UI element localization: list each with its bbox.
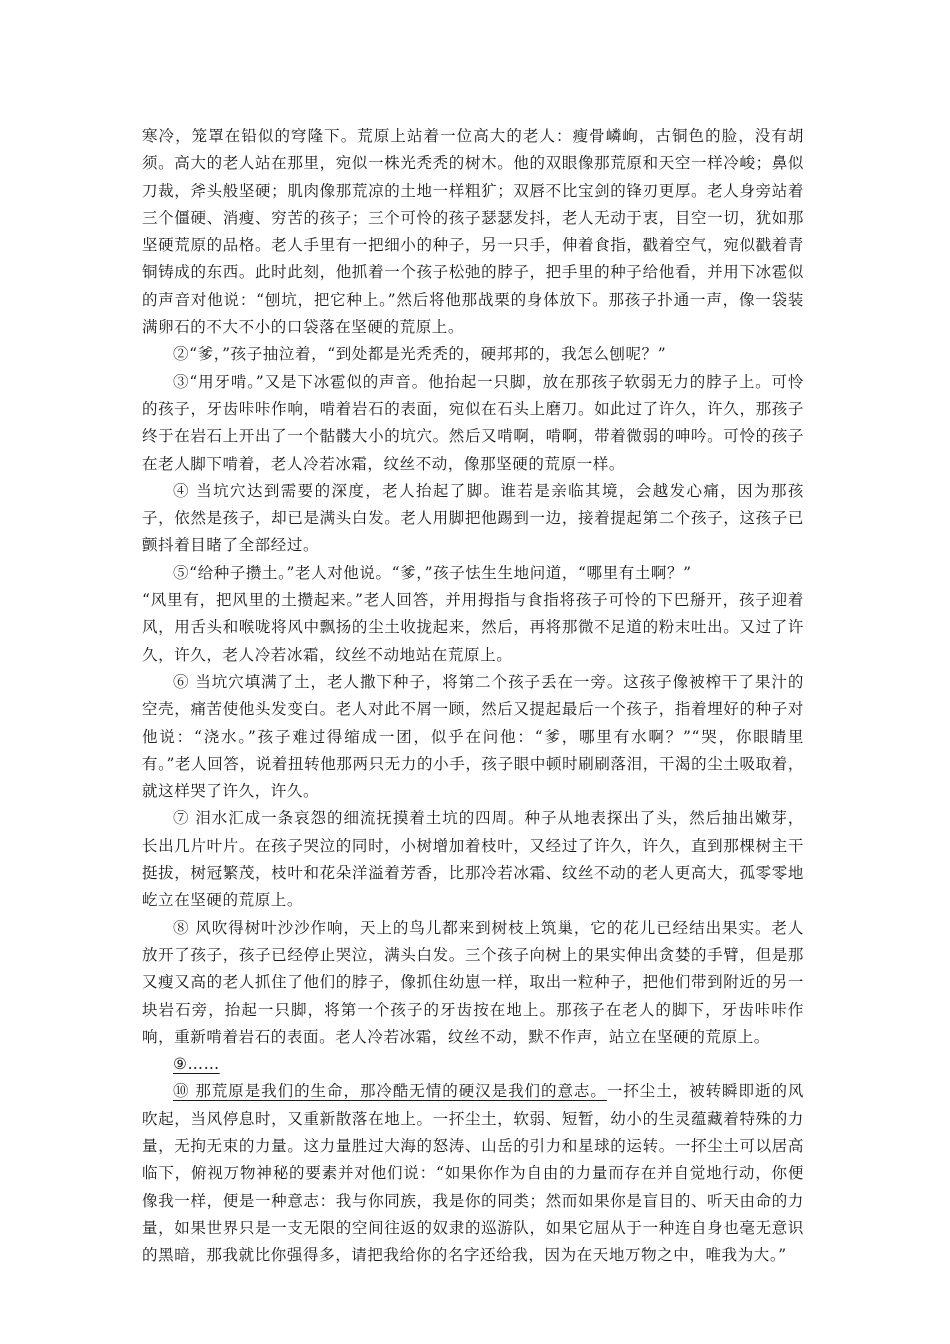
document-page — [142, 123, 804, 1269]
underlined-sentence: ⑩ 那荒原是我们的生命，那冷酷无情的硬汉是我们的意志。 — [173, 1082, 607, 1101]
paragraph-9 — [142, 1051, 804, 1078]
paragraph-1: 寒冷，笼罩在铅似的穹隆下。荒原上站着一位高大的老人：瘦骨嶙峋，古铜色的脸，没有胡须。高大的老人站在那里，宛似一株光秃秃的树木。他的双眼像那荒原和天空一样冷峻；鼻似刀裁，斧头般坚硬；肌肉像那荒凉的土地一样粗犷；双唇不比宝剑的锋刃更厚。老人身旁站着三个僵硬、消瘦、穷苦的孩子；三个可怜的孩子瑟瑟发抖，老人无动于衷，目空一切，犹如那坚硬荒原的品格。老人手里有一把细小的种子，另一只手，伸着食指，戳着空气，宛似戳着青铜铸成的东西。此时此刻，他抓着一个孩子松弛的脖子，把手里的种子给他看，并用下冰雹似的声音对他说：“刨坑，把它种上。”然后将他那战栗的身体放下。那孩子扑通一声，像一袋装满卵石的不大不小的口袋落在坚硬的荒原上。 — [142, 127, 804, 337]
paragraph-10 — [142, 1078, 804, 1269]
paragraph-6: ⑥ 当坑穴填满了土，老人撒下种子，将第二个孩子丢在一旁。这孩子像被榨干了果汁的空壳，痛苦使他头发变白。老人对此不屑一顾，然后又提起最后一个孩子，指着埋好的种子对他说：“浇水。”孩子难过得缩成一团，似乎在问他：“爹，哪里有水啊？”“哭，你眼睛里有。”老人回答，说着扭转他那两只无力的小手，孩子眼中顿时刷刷落泪，干渴的尘土吸取着，就这样哭了许久，许久。 — [142, 672, 804, 801]
paragraph-2: ②“爹，”孩子抽泣着，“到处都是光秃秃的，硬邦邦的，我怎么刨呢？” — [173, 345, 667, 364]
paragraph-9-marker: ⑨…… — [173, 1055, 220, 1074]
paragraph-8: ⑧ 风吹得树叶沙沙作响，天上的鸟儿都来到树枝上筑巢，它的花儿已经结出果实。老人放开了孩子，孩子已经停止哭泣，满头白发。三个孩子向树上的果实伸出贪婪的手臂，但是那又瘦又高的老人抓住了他们的脖子，像抓住幼崽一样，取出一粒种子，把他们带到附近的另一块岩石旁，抬起一只脚，将第一个孩子的牙齿按在地上。那孩子在老人的脚下，牙齿咔咔作响，重新啃着岩石的表面。老人冷若冰霜，纹丝不动，默不作声，站立在坚硬的荒原上。 — [142, 918, 804, 1046]
paragraph-4: ④ 当坑穴达到需要的深度，老人抬起了脚。谁若是亲临其境，会越发心痛，因为那孩子，依然是孩子，却已是满头白发。老人用脚把他踢到一边，接着提起第二个孩子，这孩子已颤抖着目睹了全部经过。 — [142, 481, 804, 555]
paragraph-5: ⑤“给种子攒土。”老人对他说。“爹，”孩子怯生生地问道，“哪里有土啊？” — [173, 563, 692, 582]
paragraph-7: ⑦ 泪水汇成一条哀怨的细流抚摸着土坑的四周。种子从地表探出了头，然后抽出嫩芽，长出几片叶片。在孩子哭泣的同时，小树增加着枝叶，又经过了许久，许久，直到那棵树主干挺拔，树冠繁茂，枝叶和花朵洋溢着芳香，比那冷若冰霜、纹丝不动的老人更高大，孤零零地屹立在坚硬的荒原上。 — [142, 809, 804, 910]
paragraph-3: ③“用牙啃。”又是下冰雹似的声音。他抬起一只脚，放在那孩子软弱无力的脖子上。可怜的孩子，牙齿咔咔作响，啃着岩石的表面，宛似在石头上磨刀。如此过了许久，许久，那孩子终于在岩石上开出了一个骷髅大小的坑穴。然后又啃啊，啃啊，带着微弱的呻吟。可怜的孩子在老人脚下啃着，老人冷若冰霜，纹丝不动，像那坚硬的荒原一样。 — [142, 372, 804, 473]
paragraph-5-continued: “风里有，把风里的土攒起来。”老人回答，并用拇指与食指将孩子可怜的下巴掰开，孩子迎着风，用舌头和喉咙将风中飘扬的尘土收拢起来，然后，再将那微不足道的粉末吐出。又过了许久，许久，老人冷若冰霜，纹丝不动地站在荒原上。 — [142, 591, 804, 664]
paragraph-10-body: 一抔尘土，被转瞬即逝的风吹起，当风停息时，又重新散落在地上。一抔尘土，软弱、短暂，幼小的生灵蕴藏着特殊的力量，无拘无束的力量。这力量胜过大海的怒涛、山岳的引力和星球的运转。一抔尘土可以居高临下，俯视万物神秘的要素并对他们说：“如果你作为自由的力量而存在并自觉地行动，你便像我一样，便是一种意志：我与你同族，我是你的同类；然而如果你是盲目的、听天由命的力量，如果世界只是一支无限的空间往返的奴隶的巡游队，如果它屈从于一种连自身也毫无意识的黑暗，那我就比你强得多，请把我给你的名字还给我，因为在天地万物之中，唯我为大。” — [142, 1082, 804, 1265]
